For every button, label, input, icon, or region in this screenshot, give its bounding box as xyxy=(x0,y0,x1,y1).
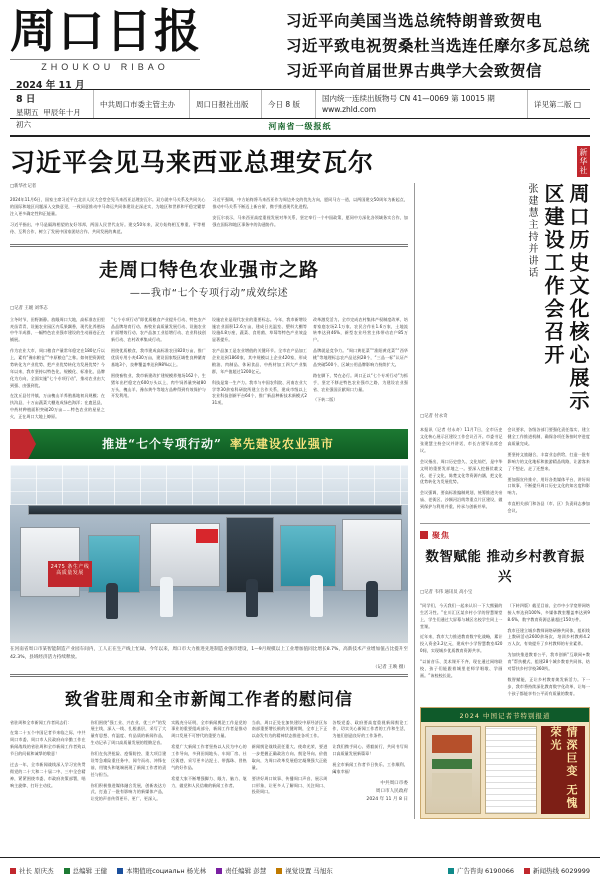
photo-image xyxy=(10,465,408,643)
feature-body xyxy=(10,313,408,425)
paragraph: 我市还建立城乡教师网络研修共同体，组织线上教研活动2600余场次，培训乡村教师4.2万人次，有效提升了乡村教师的专业素养。 xyxy=(507,627,590,647)
section-body xyxy=(420,599,590,702)
promo-banner[interactable] xyxy=(10,429,408,459)
section-byline: □记者 韦伟 通讯员 高小宝 xyxy=(420,589,473,595)
feature-headline[interactable]: 走周口特色农业强市之路 xyxy=(98,258,319,281)
paragraph: 设施农业是现代农业的重要标志。今年，我市新增设施农业面积12.6万亩，建成日光温室、塑料大棚等设施4.8万座，蔬菜、食用菌、草莓等特色产业效益显著提升。 xyxy=(212,316,307,343)
promo-text-left: 推进“七个专项行动” xyxy=(102,437,222,452)
feature-subheadline: ——我市“七个专项行动”成效综述 xyxy=(129,287,289,299)
feature-byline: □记者 王媛 刘华志 xyxy=(10,305,48,311)
color-swatch-icon xyxy=(64,868,70,874)
sponsor-label: 中共周口市委主管主办 xyxy=(100,99,175,109)
paragraph: 实践充分证明，全市新闻舆论工作是党的事业的重要组成部分，新闻工作者是推动周口发展不可替代的重要力量。 xyxy=(171,719,247,739)
paragraph: 数智赋能，正让乡村教育焕发新活力。下一步，我市将持续深化教育数字化改革，让每一个孩子都能享有公平而有质量的教育。 xyxy=(507,676,590,696)
promo-text-right: 率先建设农业强市 xyxy=(229,437,334,452)
paragraph: “以前音乐、美术课开不齐，现在通过网络联校，孩子们能跟着城里老师学唱歌、学画画。”该校校长说。 xyxy=(420,659,503,678)
footer-label: 社长 原庆杰 xyxy=(19,867,54,875)
footer-label: 新闻热线 6029999 xyxy=(532,867,590,875)
paragraph: “七个专项行动”即优质粮食产业提升行动、特色农产品品牌培育行动、畜牧业高质量发展行动、设施农业扩面增效行动、农产品加工业倍增行动、农业科技创新行动、农村改革集成行动。 xyxy=(111,316,206,343)
footer-bar xyxy=(0,857,600,883)
arrow-icon xyxy=(10,429,36,459)
paragraph: 让我们携手同心、勇毅前行，共同书写周口高质量发展新篇章！ xyxy=(332,744,408,757)
paragraph: 过去一年，全市新闻战线深入学习宣传贯彻党的二十大和二十届二中、三中全会精神，紧紧围绕市委、市政府决策部署，唱响主旋律、打好主动仗。 xyxy=(10,761,86,788)
paragraph: “同学们，今天我们一起来认识一下大熊猫的生活习性。”在川汇区某乡村小学的智慧课堂上，学生们通过大屏幕与城区名校学生同上一堂课。 xyxy=(420,602,503,629)
paragraph: 会议要求，各级各部门要强化责任落实，建立健全工作推进机制，确保各项任务按时序进度高质量完成。 xyxy=(507,427,590,447)
paragraph: 新闻舆论战线责任重大、使命光荣，要进一步把握正确政治方向、舆论导向、价值取向，为周口改革发展稳定凝聚强大正能量。 xyxy=(251,744,328,770)
lead-byline: □新华社记者 xyxy=(10,184,37,190)
issue-label: 国内统一连续出版物号 CN 41—0069 第 10015 期 xyxy=(322,94,495,104)
paragraph: 改革激发活力。全市完成农村集体产权制度改革，培育家庭农场2.1万家、农民合作社1.6万家，土地流转率达到46%，新型农业经营主体带动农户85万户。 xyxy=(313,316,408,343)
footer-item-2 xyxy=(117,866,206,875)
newspaper-title: 周口日报 xyxy=(10,4,202,58)
top-headline-2[interactable]: 习近平致电祝贺桑杜当选连任摩尔多瓦总统 xyxy=(285,36,590,56)
paragraph: 本报讯（记者 付永奇）11月7日，全市历史文化核心展示区建设工作会议召开。市委书记张建慧主持会议并讲话，市长吉建军出席会议。 xyxy=(420,427,503,453)
footer-label: 广告咨询 6190066 xyxy=(456,867,514,875)
right-column xyxy=(414,183,590,819)
paragraph: 要讲好周口故事、传播周口声音、展示周口形象，让更多人了解周口、关注周口、投资周口。 xyxy=(251,775,328,795)
footer-item-1 xyxy=(64,866,108,875)
color-swatch-icon xyxy=(524,868,530,874)
continuation-note: （下转二版） xyxy=(313,397,338,403)
weekday: 星期五 xyxy=(16,108,39,118)
photo-credit: （记者 王映 摄） xyxy=(372,664,408,670)
footer-item-6[interactable] xyxy=(524,866,590,875)
footer-label: 总编辑 王健 xyxy=(72,867,108,875)
masthead-logo xyxy=(10,4,280,72)
letter-headline[interactable]: 致省驻周和全市新闻工作者的慰问信 xyxy=(65,689,353,710)
footer-label: 责任编辑 彭慧 xyxy=(225,867,267,875)
paragraph: 近年来，我市大力推进教育数字化战略，累计投入资金3.2亿元，建成中小学智慧教室4200间，实现城乡优质教育资源共享。 xyxy=(420,634,503,654)
section-headline[interactable]: 数智赋能 推动乡村教育振兴 xyxy=(425,548,585,585)
photo-caption: 在河南省周口市某智能制造产业园车间内，工人正在生产线上忙碌。今年以来，周口市大力推进先进制造业强市建设，1—9月规模以上工业增加值同比增长8.7%，高新技术产业增加值占比提升至42.3%，县域经济活力持续释放。 xyxy=(10,646,408,660)
lunar-date: 甲辰年十月初六 xyxy=(16,108,81,129)
right-lead-body xyxy=(420,423,590,519)
paragraph: 你们积极推进媒体融合发展，创新表达方式，打造了一批有影响力的新媒体产品，让党的声音传得更开、更广、更深入。 xyxy=(90,782,167,802)
ad-newspaper-grid xyxy=(485,726,537,814)
ad-thumb-left xyxy=(425,726,481,814)
right-lead-byline: □记者 付永奇 xyxy=(420,414,448,420)
paragraph: 祝全市新闻工作者节日快乐、工作顺利、阖家幸福！ xyxy=(332,761,408,774)
paragraph: 在沈丘县付井镇，万亩槐山羊养殖基地初具规模；在扶沟县，十万亩蔬菜大棚连成绿色海洋；在鹿邑县，中药材种植面积突破20万亩……特色农业的星星之火，正在周口大地上燎原。 xyxy=(10,393,105,420)
paragraph: 会议指出，周口历史悠久、文化灿烂，是中华文明的重要发祥地之一。要深入挖掘伏羲文化、老子文化、陈楚文化等资源内涵，把文化优势转化为发展优势。 xyxy=(420,458,503,485)
right-lead-header xyxy=(420,183,590,413)
section-label: 聚焦 xyxy=(432,530,450,540)
top-headline-1[interactable]: 习近平向美国当选总统特朗普致贺电 xyxy=(285,11,542,30)
color-swatch-icon xyxy=(276,868,282,874)
pages-label: 今日 8 版 xyxy=(268,99,301,109)
paragraph: 省驻周和全市新闻工作者同志们： xyxy=(10,719,72,725)
lead-source-tag: 新华社 xyxy=(577,146,590,177)
left-column xyxy=(10,183,408,819)
paragraph: 习近平强调，中方始终将马来西亚作为周边外交的优先方向，愿同马方一道，以两国建交50周年为新起点，推动中马关系不断迈上新台阶，携手推进现代化进程。 xyxy=(212,197,408,210)
paragraph: 要坚持文旅融合，丰富业态供给，打造一批有影响力的文化地标和旅游精品线路，让游客来了不想走、走了还想来。 xyxy=(507,451,590,471)
website-label[interactable]: www.zhld.com xyxy=(322,105,377,115)
paragraph: 你们围绕“强工业、兴农业、优三产”的发展主线，深入一线、扎根基层，采写了大量有思想、有温度、有品质的新闻作品，生动记录了周口高质量发展的铿锵足音。 xyxy=(90,719,167,746)
paragraph: 路在脚下，势在必行。周口正以“七个专项行动”为抓手，坚定不移走特色农业强市之路，为建设农业强省、农业强国贡献周口力量。 xyxy=(313,372,408,392)
photo-overlay-banner: 2475 条生产线 高质量发展 xyxy=(48,561,92,587)
paragraph: 品牌就是竞争力。“周口黄花菜”“淮阳黄花菜”“西华桃”等地理标志农产品达到28个，“三品一标”认证产品突破500个，区域公用品牌影响力持续扩大。 xyxy=(313,348,408,367)
footer-item-5[interactable] xyxy=(448,866,514,875)
paragraph: 为加快推进教育公平，我市创新“互联网+教育”帮扶模式，组建28个城乡教育共同体，结对帮扶乡村学校360所。 xyxy=(507,652,590,671)
advertisement[interactable] xyxy=(420,707,590,819)
paragraph: 会议强调，要高标准编制规划，统筹推进关帝庙、老街区、沙颍河沿线等重点片区建设，做到保护与利用并重、传承与创新并举。 xyxy=(420,490,503,510)
page-reference: 详见第二版 □ xyxy=(534,99,581,109)
ad-banner-text: 2024 中国记者节特别报道 xyxy=(421,708,589,722)
divider xyxy=(420,523,590,524)
paragraph: 围绕优质粮食，我市建成高标准农田820万亩，推广优质专用小麦430万亩，建设国家级区域性良种繁育基地3个，良种覆盖率达到98%以上。 xyxy=(111,348,206,367)
paragraph: 希望广大新闻工作者坚持以人民为中心的工作导向，多到田间地头、车间厂房、社区街巷，采写更多沾泥土、带露珠、冒热气的好作品。 xyxy=(171,744,247,770)
letter-signature-date: 2024 年 11 月 8 日 xyxy=(366,796,408,802)
divider xyxy=(10,674,408,677)
footer-item-3 xyxy=(216,866,266,875)
rank-bar-text: 河南省一级报纸 xyxy=(268,122,332,132)
paragraph: 各级党委、政府要高度重视新闻舆论工作，切实关心新闻工作者的工作和生活，为他们创造良好的工作条件。 xyxy=(332,719,408,739)
lead-article-body xyxy=(10,193,408,239)
footer-item-4 xyxy=(276,866,333,875)
rank-bar xyxy=(10,119,590,137)
divider xyxy=(10,244,408,247)
paragraph: 2024年11月6日，国家主席习近平在北京人民大会堂会见马来西亚总理安瓦尔。双方就中马关系及共同关心的国际和地区问题深入交换意见，一致同意推动中马命运共同体建设走深走实，为地区和世界和平稳定繁荐注入更多确定性和正能量。 xyxy=(10,197,206,217)
color-swatch-icon xyxy=(216,868,222,874)
paragraph: 当前，周口正处在加快建设中原经济区东南部重要增长极的关键时期，全市上下正以奋发有为的精神状态推进各项工作。 xyxy=(251,719,328,739)
masthead xyxy=(0,0,600,85)
color-swatch-icon xyxy=(10,868,16,874)
publication-date: 2024 年 11 月 8 日 xyxy=(16,79,85,106)
paragraph: 市直相关部门和各县（市、区）负责同志参加会议。 xyxy=(507,501,590,514)
section-header xyxy=(420,530,590,541)
bullet-icon xyxy=(420,531,428,539)
paragraph: 你们在抗洪抢险、疫情防控、重大项目建设等急难险重任务中，闻令而动、冲锋在前，用镜头和笔端展现了新闻工作者的责任与担当。 xyxy=(90,751,167,777)
letter-body xyxy=(10,716,408,808)
right-lead-headline[interactable]: 周口历史文化核心展示区建设工作会召开 xyxy=(541,183,590,414)
publisher-label: 周口日报社出版 xyxy=(196,99,249,109)
lead-article-header xyxy=(10,143,590,179)
color-swatch-icon xyxy=(448,868,454,874)
paragraph: （下转四版）截至目前，全市中小学宽带网络接入率达到100%，多媒体教室覆盖率达到98.6%，数字教育资源总量超过150万件。 xyxy=(507,602,590,622)
page-body xyxy=(10,183,590,819)
top-headline-list xyxy=(280,8,590,83)
photo-figure xyxy=(10,465,408,670)
paragraph: 习近平指出，中马是隔海相望的友好邻邦，两国人民世代友好。建交50年来，双方始终相互尊重、平等相待、互利合作，树立了发展中国家团结合作、共同发展的典范。 xyxy=(10,221,206,234)
paragraph: 安瓦尔表示，马来西亚高度重视发展对华关系，坚定奉行一个中国政策，愿同中方深化各领域务实合作，加强在国际和地区事务中的沟通协作。 xyxy=(212,215,408,227)
paragraph: 科技是第一生产力。我市与中国农科院、河南农业大学等30余家科研院所建立合作关系，建成市级以上农业科技创新平台64个，推广新品种新技术新模式231项。 xyxy=(212,379,307,406)
paragraph: 在第二十五个中国记者节来临之际，中共周口市委、周口市人民政府向辛勤工作在新闻战线的省驻周和全市新闻工作者致以节日的问候和诚挚的敬意！ xyxy=(10,730,86,757)
letter-signature-org1: 中共周口市委 xyxy=(380,780,408,786)
footer-item-0 xyxy=(10,866,54,875)
letter-signature-org2: 周口市人民政府 xyxy=(375,788,408,794)
newspaper-title-pinyin: ZHOUKOU RIBAO xyxy=(10,59,200,72)
paragraph: 立冬时节，田野渐静。放眼周口大地，高标准农田里麦苗青青，设施农业园区内瓜果飘香，现代化养殖场中牛羊成群，一幅特色农业强市建设的生动画卷正在铺展。 xyxy=(10,316,105,343)
ad-slogan-text: 情深巨变 无愧荣光 xyxy=(549,726,578,811)
color-swatch-icon xyxy=(117,868,123,874)
paragraph: 作为农业大市，周口粮食产量常年稳定在180亿斤以上，素有“豫东粮仓”“中原粮仓”之称。如何把资源优势转化为产业优势、把产业优势转化为发展优势？今年以来，我市坚持以特色化、规模化、标准化、品牌化为方向，全面实施“七个专项行动”，推动农业由大到强、由强到优。 xyxy=(10,348,105,388)
paragraph: 希望大家不断增强脚力、眼力、脑力、笔力，做党和人民信赖的新闻工作者。 xyxy=(171,775,247,788)
paragraph: 围绕畜牧业，我市新建改扩建规模养殖场162个，生猪年出栏稳定在600万头以上，肉牛饲养量突破80万头，槐山羊、豫东黄牛等地方品种得到有效保护与开发利用。 xyxy=(111,372,206,399)
right-lead-subtitle: 张建慧主持并讲话 xyxy=(526,183,537,280)
footer-label: 本期值班социальн 杨光林 xyxy=(126,867,207,875)
lead-headline[interactable]: 习近平会见马来西亚总理安瓦尔 xyxy=(10,148,375,178)
ad-slogan xyxy=(541,726,585,814)
paragraph: 要加强宣传推介，用好各类媒体平台，讲好周口故事，不断提升周口历史文化的知名度和影响力。 xyxy=(507,476,590,496)
footer-label: 视觉设置 马旭东 xyxy=(285,867,333,875)
top-headline-3[interactable]: 习近平向首届世界古典学大会致贺信 xyxy=(285,61,542,81)
paragraph: 农产品加工是农业增值的关键环节。全市农产品加工企业达到1860家，其中规模以上企业420家，形成粮油、肉制品、休闲食品、中药材加工四大产业集群，年产值超过1200亿元。 xyxy=(212,348,307,374)
